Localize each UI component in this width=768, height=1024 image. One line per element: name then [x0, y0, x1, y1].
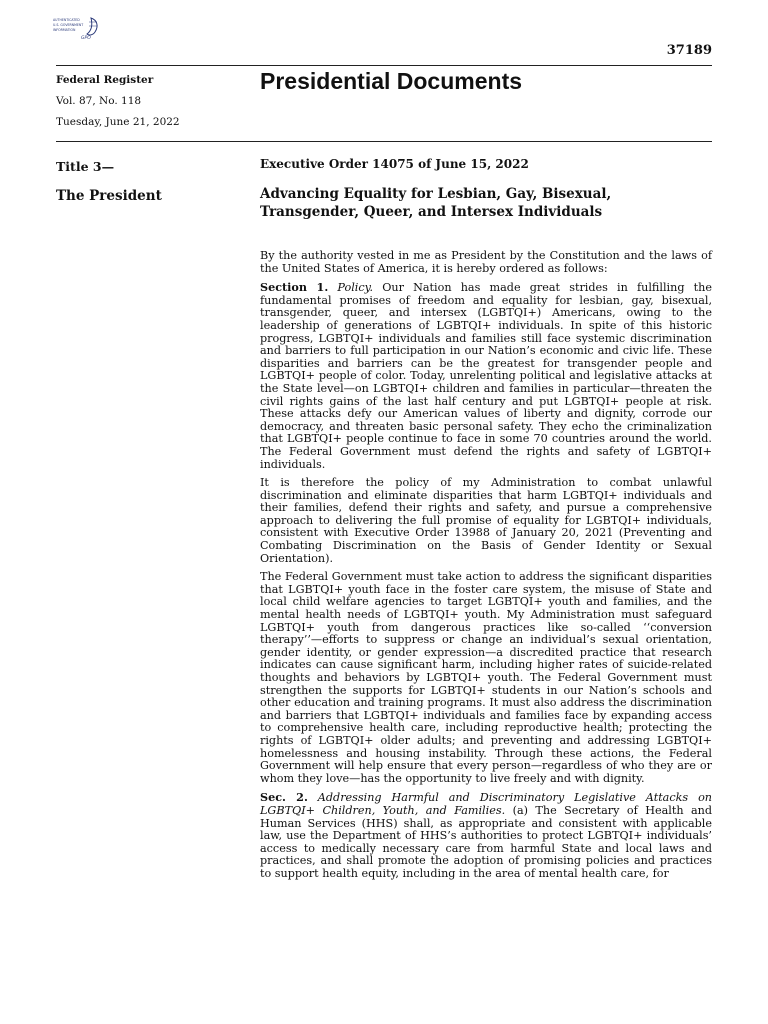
title-label: Title 3— — [56, 159, 115, 174]
register-title: Federal Register — [56, 74, 154, 86]
section-2-text: (a) The Secretary of Health and Human Services (HHS) shall, as appropriate and consistent with applicable law, use the Department of HHS’s authorities to protect LGBTQI+ individuals’ access to medically necessary care from harmful State and local laws and practices, and shall promote the adoption of promising policies and practices to support health equity, including in the area of mental health care, for — [260, 803, 713, 880]
gpo-authenticated-seal — [53, 16, 101, 42]
page-title: Presidential Documents — [260, 68, 523, 94]
top-rule — [56, 65, 712, 66]
section-2-paragraph-1 — [260, 791, 712, 880]
section-1-paragraph-2: It is therefore the policy of my Administration to combat unlawful discrimination and eliminate disparities that harm LGBTQI+ individuals and their families, defend their rights and safety, and pursue a comprehensive approach to delivering the full promise of equality for LGBTQI+ individuals, consistent with Executive Order 13988 of January 20, 2021 (Preventing and Combating Discrimination on the Basis of Gender Identity or Sexual Orientation). — [260, 476, 712, 565]
section-1-paragraph-1 — [260, 281, 712, 471]
page-number: 37189 — [666, 43, 712, 58]
section-1-heading: Policy. — [337, 281, 374, 295]
register-volume: Vol. 87, No. 118 — [56, 95, 142, 107]
section-1-paragraph-3: The Federal Government must take action to address the significant disparities that LGBTQI+ youth face in the foster care system, the misuse of State and local child welfare agencies to target LGBTQI+ youth and families, and the mental health needs of LGBTQI+ youth. My Administration must safeguard LGBTQI+ youth from dangerous practices like so-called ‘‘conversion therapy’’—efforts to suppress or change an individual’s sexual orientation, gender identity, or gender expression—a discredited practice that research indicates can cause significant harm, including higher rates of suicide-related thoughts and behaviors by LGBTQI+ youth. The Federal Government must strengthen the supports for LGBTQI+ students in our Nation’s schools and other education and training programs. It must also address the discrimination and barriers that LGBTQI+ individuals and families face by expanding access to comprehensive health care, including reproductive health; protecting the rights of LGBTQI+ older adults; and preventing and addressing LGBTQI+ homelessness and housing instability. Through these actions, the Federal Government will help ensure that every person—regardless of who they are or whom they love—has the opportunity to live freely and with dignity. — [260, 570, 712, 785]
section-2-label: Sec. 2. — [260, 790, 308, 805]
svg-text:U.S. GOVERNMENT: U.S. GOVERNMENT — [53, 23, 84, 27]
register-date: Tuesday, June 21, 2022 — [56, 116, 180, 128]
section-rule — [56, 141, 712, 142]
svg-text:GPO: GPO — [81, 36, 91, 41]
order-body — [260, 250, 712, 887]
executive-order-title: Advancing Equality for Lesbian, Gay, Bisexual, Transgender, Queer, and Intersex Individuals — [260, 186, 612, 220]
section-1-label: Section 1. — [260, 280, 329, 295]
president-label: The President — [56, 188, 162, 204]
intro-paragraph: By the authority vested in me as President by the Constitution and the laws of the United States of America, it is hereby ordered as follows: — [260, 249, 712, 275]
svg-text:INFORMATION: INFORMATION — [53, 28, 76, 32]
section-2-heading: Addressing Harmful and Discriminatory Legislative Attacks on LGBTQI+ Children, Youth, and Families. — [260, 791, 713, 817]
svg-text:AUTHENTICATED: AUTHENTICATED — [53, 18, 80, 22]
executive-order-number: Executive Order 14075 of June 15, 2022 — [260, 157, 529, 171]
section-1-text: Our Nation has made great strides in fulfilling the fundamental promises of freedom and equality for lesbian, gay, bisexual, transgender, queer, and intersex (LGBTQI+) Americans, owing to the leadership of generations of LGBTQI+ individuals. In spite of this historic progress, LGBTQI+ individuals and families still face systemic discrimination and barriers to full participation in our Nation’s economic and civic life. These disparities and barriers can be the greatest for transgender people and LGBTQI+ people of color. Today, unrelenting political and legislative attacks at the State level—on LGBTQI+ children and families in particular—threaten the civil rights gains of the last half century and put LGBTQI+ people at risk. These attacks defy our American values of liberty and dignity, corrode our democracy, and threaten basic personal safety. They echo the criminalization that LGBTQI+ people continue to face in some 70 countries around the world. The Federal Government must defend the rights and safety of LGBTQI+ individuals. — [260, 281, 712, 471]
